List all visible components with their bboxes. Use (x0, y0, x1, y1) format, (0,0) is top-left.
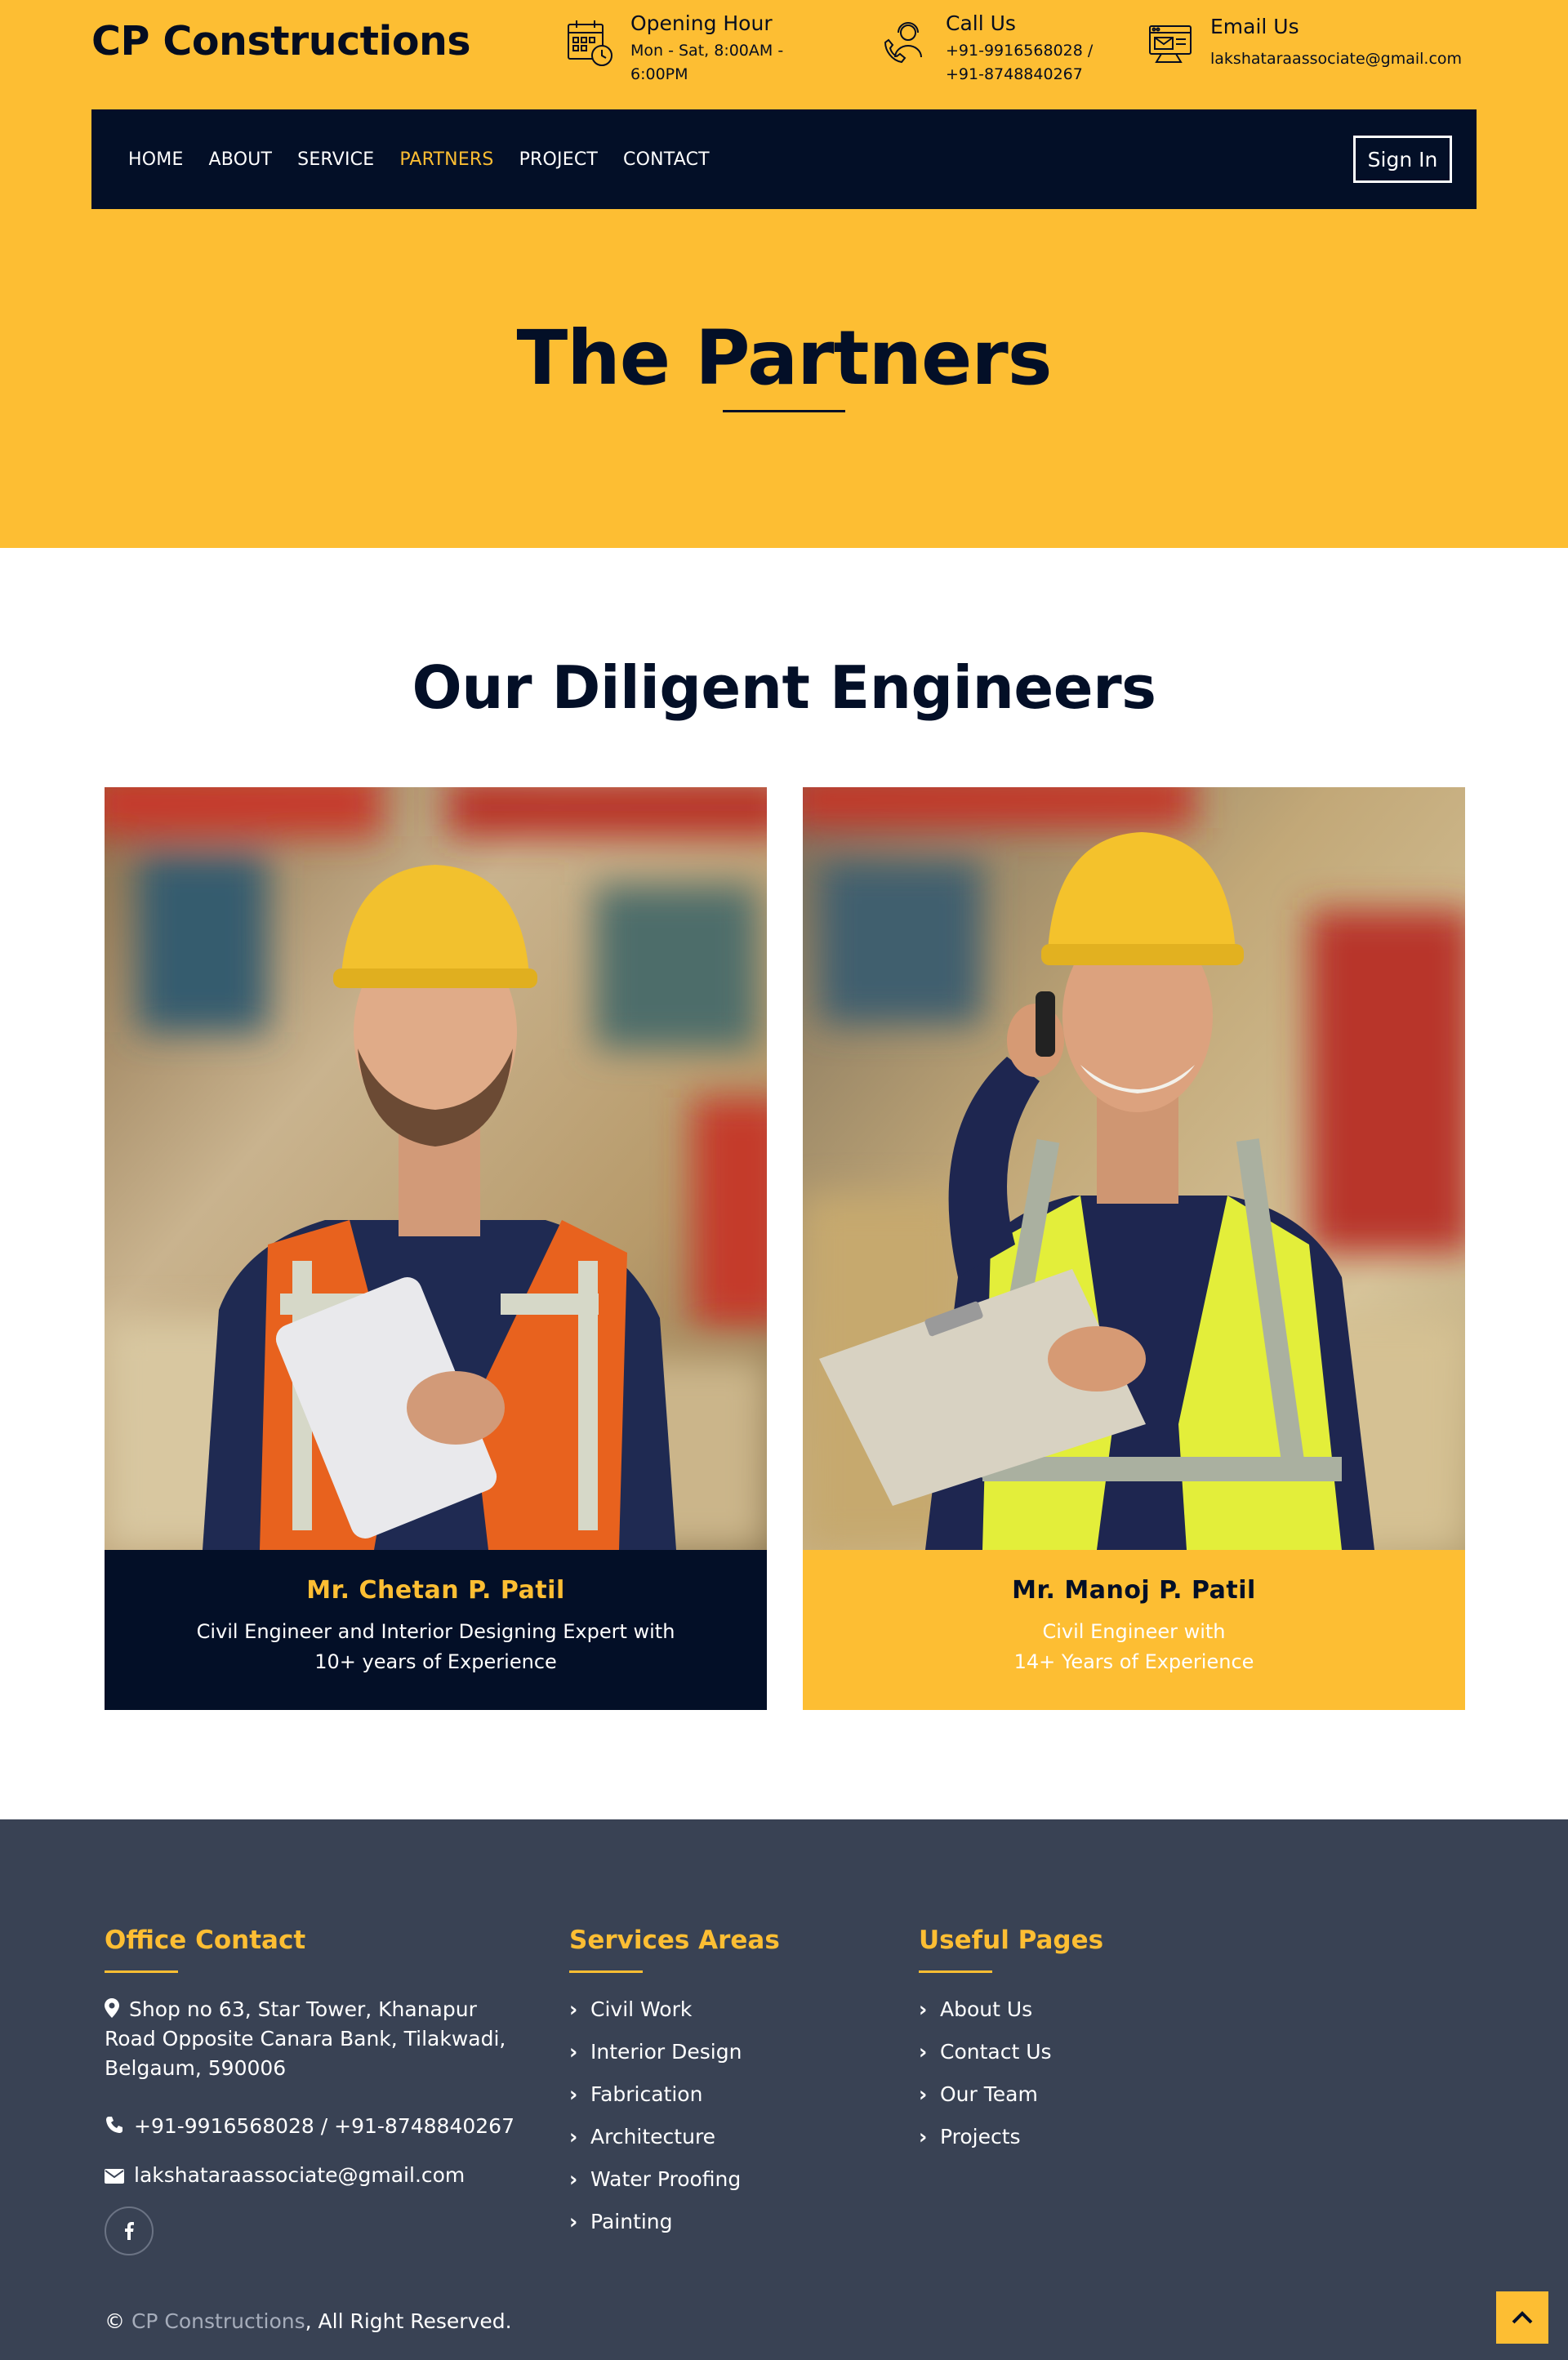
nav-home[interactable]: HOME (128, 149, 184, 170)
service-link-label: Water Proofing (590, 2167, 742, 2191)
facebook-button[interactable] (105, 2206, 154, 2255)
member-name: Mr. Chetan P. Patil (306, 1576, 565, 1605)
copyright (105, 2309, 512, 2333)
site-footer (0, 1819, 1568, 2360)
member-description (880, 1617, 1388, 1677)
nav-partners[interactable]: PARTNERS (399, 149, 494, 170)
nav-about[interactable]: ABOUT (208, 149, 273, 170)
page-link-label: About Us (940, 1997, 1033, 2021)
service-link-painting[interactable] (569, 2210, 673, 2233)
page-link-about-us[interactable] (919, 1997, 1032, 2021)
chevron-right-icon: › (919, 2125, 928, 2148)
title-underline (723, 410, 845, 412)
service-link-label: Interior Design (590, 2040, 742, 2064)
member-description (182, 1617, 689, 1677)
team-card-chetan (105, 787, 767, 1710)
service-link-fabrication[interactable] (569, 2082, 702, 2106)
email-us-value[interactable]: lakshataraassociate@gmail.com (1210, 50, 1463, 68)
member-name: Mr. Manoj P. Patil (1012, 1576, 1256, 1605)
copyright-suffix: , All Right Reserved. (305, 2309, 512, 2333)
support-agent-icon (880, 18, 931, 69)
map-marker-icon (105, 1998, 119, 2018)
chevron-right-icon: › (569, 2082, 578, 2106)
chevron-right-icon: › (919, 2040, 928, 2064)
chevron-right-icon: › (569, 2040, 578, 2064)
call-us-value[interactable]: +91-9916568028 / +91-8748840267 (946, 42, 1094, 83)
office-address (105, 1995, 529, 2083)
sign-in-button[interactable]: Sign In (1353, 136, 1452, 183)
facebook-icon (124, 2222, 134, 2240)
service-link-label: Fabrication (590, 2082, 703, 2106)
member-desc-line: 10+ years of Experience (314, 1650, 557, 1673)
page-link-label: Projects (940, 2125, 1021, 2148)
page-link-projects[interactable] (919, 2125, 1021, 2148)
title-underline (919, 1970, 992, 1973)
opening-hours-title: Opening Hour (630, 11, 773, 35)
chevron-right-icon: › (569, 2210, 578, 2233)
service-link-water-proofing[interactable] (569, 2167, 741, 2191)
card-body-manoj (803, 1550, 1465, 1710)
member-desc-line: 14+ Years of Experience (1013, 1650, 1254, 1673)
service-link-interior-design[interactable] (569, 2040, 742, 2064)
email-text: lakshataraassociate@gmail.com (134, 2163, 466, 2187)
useful-pages-title: Useful Pages (919, 1926, 1104, 1955)
service-link-label: Civil Work (590, 1997, 693, 2021)
engineer-photo-chetan (105, 787, 767, 1550)
office-phone[interactable] (105, 2112, 514, 2141)
team-section-title: Our Diligent Engineers (412, 653, 1156, 722)
services-title: Services Areas (569, 1926, 780, 1955)
page-link-contact-us[interactable] (919, 2040, 1052, 2064)
top-banner (0, 0, 1568, 548)
phone-icon (105, 2115, 124, 2135)
chevron-right-icon: › (919, 1997, 928, 2021)
phone-text: +91-9916568028 / +91-8748840267 (134, 2114, 514, 2138)
member-desc-line: Civil Engineer with (1042, 1620, 1226, 1643)
brand-logo[interactable]: CP Constructions (91, 18, 471, 65)
service-link-label: Painting (590, 2210, 673, 2233)
email-us-title: Email Us (1210, 15, 1299, 38)
chevron-right-icon: › (569, 2125, 578, 2148)
chevron-right-icon: › (919, 2082, 928, 2106)
copyright-brand-link[interactable]: CP Constructions (131, 2309, 305, 2333)
chevron-right-icon: › (569, 2167, 578, 2191)
card-body-chetan (105, 1550, 767, 1710)
office-contact-title: Office Contact (105, 1926, 306, 1955)
engineer-photo-manoj (803, 787, 1465, 1550)
office-email[interactable] (105, 2161, 465, 2190)
title-underline (569, 1970, 643, 1973)
call-us-title: Call Us (946, 11, 1016, 35)
chevron-right-icon: › (569, 1997, 578, 2021)
nav-project[interactable]: PROJECT (519, 149, 599, 170)
nav-links (128, 109, 710, 209)
email-envelope-icon (1145, 18, 1196, 69)
nav-contact[interactable]: CONTACT (623, 149, 710, 170)
service-link-civil-work[interactable] (569, 1997, 692, 2021)
calendar-clock-icon (565, 18, 616, 69)
main-navbar (91, 109, 1477, 209)
opening-hours-value: Mon - Sat, 8:00AM - 6:00PM (630, 42, 784, 83)
back-to-top-button[interactable] (1496, 2291, 1548, 2344)
team-card-manoj (803, 787, 1465, 1710)
nav-service[interactable]: SERVICE (297, 149, 375, 170)
envelope-icon (105, 2169, 124, 2184)
page-link-label: Our Team (940, 2082, 1038, 2106)
member-desc-line: Civil Engineer and Interior Designing Expert with (196, 1620, 675, 1643)
page-title: The Partners (516, 314, 1052, 402)
address-text: Shop no 63, Star Tower, Khanapur Road Opposite Canara Bank, Tilakwadi, Belgaum, 590006 (105, 1997, 506, 2080)
chevron-up-icon (1511, 2310, 1534, 2325)
service-link-label: Architecture (590, 2125, 716, 2148)
title-underline (105, 1970, 178, 1973)
page-link-our-team[interactable] (919, 2082, 1038, 2106)
page-link-label: Contact Us (940, 2040, 1052, 2064)
copyright-symbol: © (105, 2309, 125, 2333)
service-link-architecture[interactable] (569, 2125, 715, 2148)
